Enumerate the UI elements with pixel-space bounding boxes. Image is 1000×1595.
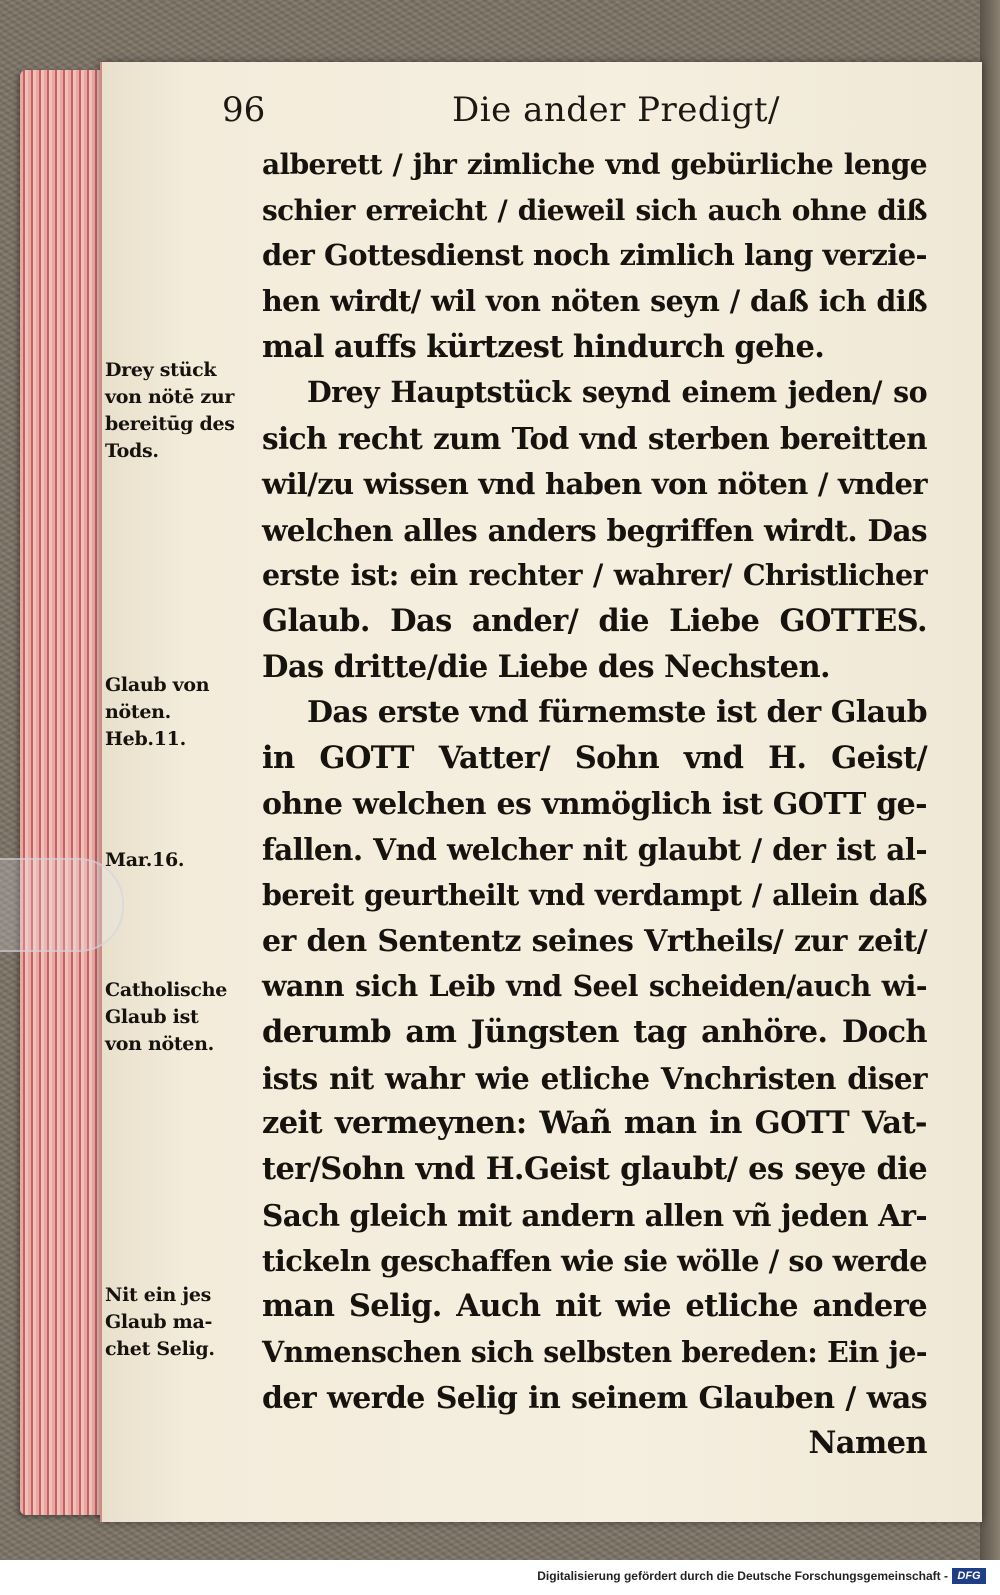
text-line: alberett / jhr zimliche vnd gebürliche lenge	[262, 148, 927, 181]
text-line: bereit geurtheilt vnd verdampt / allein daß	[262, 878, 927, 912]
text-line: tickeln geschaffen wie sie wölle / so werde	[262, 1243, 927, 1278]
text-line: zeit vermeynen: Wañ man in GOTT Vat-	[262, 1105, 927, 1142]
text-line: Das erste vnd fürnemste ist der Glaub	[307, 695, 927, 731]
page-clip	[0, 858, 124, 952]
margin-note-line: Nit ein jes	[105, 1284, 212, 1306]
margin-note-line: Glaub von	[105, 674, 210, 696]
text-line: wann sich Leib vnd Seel scheiden/auch wi-	[262, 969, 927, 1004]
text-line: fallen. Vnd welcher nit glaubt / der ist al-	[262, 832, 927, 868]
text-line: er den Sententz seines Vrtheils/ zur zeit/	[262, 923, 927, 959]
cover-edge	[980, 0, 1000, 1560]
footer	[0, 1560, 1000, 1595]
margin-note-line: Heb.11.	[105, 728, 186, 750]
text-line: welchen alles anders begriffen wirdt. Das	[262, 512, 927, 548]
text-line: ohne welchen es vnmöglich ist GOTT ge-	[262, 786, 927, 822]
funding-credit: Digitalisierung gefördert durch die Deutsche Forschungsgemeinschaft -	[537, 1569, 948, 1583]
text-line: man Selig. Auch nit wie etliche andere	[262, 1288, 927, 1325]
text-line: der werde Selig in seinem Glauben / was	[262, 1380, 927, 1416]
margin-note-line: Glaub ma-	[105, 1311, 213, 1333]
margin-note-line: von nötē zur	[105, 386, 235, 408]
margin-note-line: nöten.	[105, 701, 171, 723]
book-page	[100, 62, 982, 1522]
text-line: schier erreicht / dieweil sich auch ohne diß	[262, 193, 927, 227]
page-header	[102, 90, 982, 140]
text-line: hen wirdt/ wil von nöten seyn / daß ich diß	[262, 284, 927, 319]
margin-note-line: Drey stück	[105, 359, 217, 381]
page-edges	[20, 70, 110, 1515]
dfg-logo: DFG	[952, 1568, 986, 1584]
text-line: ists nit wahr wie etliche Vnchristen diser	[262, 1060, 927, 1096]
text-line: mal auffs kürtzest hindurch gehe.	[262, 328, 825, 365]
margin-note-line: Mar.16.	[105, 849, 185, 871]
text-line: Glaub. Das ander/ die Liebe GOTTES.	[262, 602, 927, 639]
margin-note-line: Catholische	[105, 979, 227, 1001]
margin-note	[105, 672, 255, 753]
margin-note-line: chet Selig.	[105, 1338, 215, 1360]
text-line: derumb am Jüngsten tag anhöre. Doch	[262, 1014, 927, 1051]
text-line: der Gottesdienst noch zimlich lang verzie-	[262, 238, 927, 273]
text-line: Sach gleich mit andern allen vñ jeden Ar-	[262, 1197, 927, 1233]
body-text	[262, 142, 927, 1467]
margin-note	[105, 977, 255, 1058]
text-line: Vnmenschen sich selbsten bereden: Ein je-	[262, 1334, 927, 1369]
margin-note	[105, 357, 255, 465]
catchword: Namen	[808, 1425, 927, 1462]
text-line: erste ist: ein rechter / wahrer/ Christlicher	[262, 558, 927, 593]
margin-note-line: Tods.	[105, 440, 159, 462]
margin-note-line: bereitūg des	[105, 413, 235, 435]
text-line: Das dritte/die Liebe des Nechsten.	[262, 648, 831, 685]
margin-note-line: von nöten.	[105, 1033, 214, 1055]
margin-note-line: Glaub ist	[105, 1006, 199, 1028]
text-line: ter/Sohn vnd H.Geist glaubt/ es seye die	[262, 1151, 927, 1188]
text-line: Drey Hauptstück seynd einem jeden/ so	[307, 375, 927, 410]
margin-note	[105, 847, 255, 874]
margin-note	[105, 1282, 255, 1363]
page-number: 96	[222, 90, 266, 130]
text-line: in GOTT Vatter/ Sohn vnd H. Geist/	[262, 739, 927, 776]
running-head: Die ander Predigt/	[452, 90, 780, 130]
text-line: wil/zu wissen vnd haben von nöten / vnder	[262, 466, 927, 501]
text-line: sich recht zum Tod vnd sterben bereitten	[262, 421, 927, 457]
